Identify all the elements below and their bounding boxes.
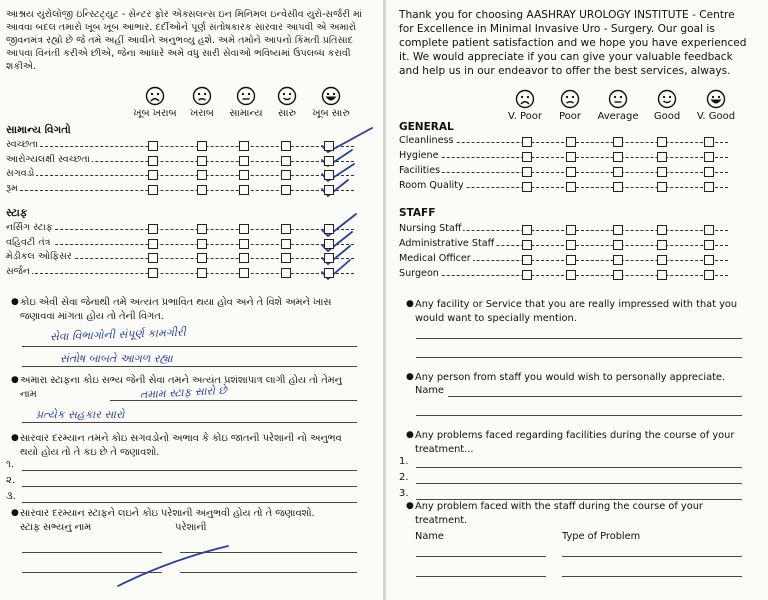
rating-checkbox[interactable] (522, 255, 532, 265)
rating-scale-english (502, 89, 742, 122)
rating-checkbox[interactable] (657, 270, 667, 280)
general-item-row (386, 150, 768, 164)
row-label: સ્વચ્છતા (6, 139, 38, 150)
staff-item-row (386, 238, 768, 252)
rating-checkbox[interactable] (657, 255, 667, 265)
rating-checkbox[interactable] (613, 167, 623, 177)
rating-label: Average (597, 111, 639, 122)
rating-checkbox[interactable] (704, 255, 714, 265)
rating-checkbox[interactable] (281, 253, 291, 263)
rating-checkbox[interactable] (657, 137, 667, 147)
rating-checkbox[interactable] (613, 152, 623, 162)
rating-checkbox[interactable] (324, 224, 334, 234)
rating-option-very-good (690, 89, 742, 122)
rating-checkbox[interactable] (197, 156, 207, 166)
bullet-icon: ● (11, 508, 19, 518)
rating-checkbox[interactable] (704, 182, 714, 192)
rating-checkbox[interactable] (281, 185, 291, 195)
rating-checkbox[interactable] (324, 185, 334, 195)
rating-checkbox[interactable] (613, 270, 623, 280)
question-text: અમારા સ્ટાફના કોઇ સભ્ય જેની સેવા તમને અત્યંત પ્રશંશાપાત્ર લાગી હોય તો તેમનુ નામ (20, 375, 342, 400)
rating-label: ખૂબ સારુ (312, 108, 350, 119)
row-label: Surgeon (399, 268, 439, 279)
rating-checkbox[interactable] (281, 141, 291, 151)
rating-checkbox[interactable] (239, 156, 249, 166)
row-label: Facilities (399, 165, 441, 176)
question-text: Any facility or Service that you are really impressed with that you would want to specially mention. (415, 299, 738, 324)
column-label-problem: Type of Problem (562, 531, 641, 542)
bullet-icon: ● (406, 372, 414, 382)
rating-checkbox[interactable] (239, 141, 249, 151)
rating-checkbox[interactable] (148, 239, 158, 249)
rating-checkbox[interactable] (566, 152, 576, 162)
rating-checkbox[interactable] (197, 170, 207, 180)
answer-line[interactable] (416, 483, 742, 484)
rating-checkbox[interactable] (566, 182, 576, 192)
very-sad-face-icon (515, 89, 535, 109)
answer-line[interactable] (416, 576, 546, 577)
question-text: સારવાર દરમ્યાન સ્ટાફને લઇને કોઇ પરેશાની અનુભવી હોય તો તે જણાવશો. (20, 508, 315, 519)
rating-checkbox[interactable] (148, 224, 158, 234)
row-label: Room Quality (399, 180, 464, 191)
rating-checkbox[interactable] (613, 240, 623, 250)
question-appreciate-staff (406, 371, 755, 385)
intro-text-gujarati: આશ્રય યુરોલોજી ઇન્સ્ટિટ્યુટ - સેન્ટર ફોર એક્સલન્સ ઇન મિનિમલ ઇન્વેસીવ યુરો-સર્જરી માં આવવા બદલ તમારો ખૂબ ખૂબ આભાર. દર્દીઓને પૂર્ણ સંતોષકારક સારવાર આપવી એ અમારો જીવનમંત્ર રહ્યો છે જે તમે અહીં આવીને અનુભવ્યુ હશે. અમે તમોને આપનો કિંમતી પ્રતિસાદ આપવા વિનંતી કરીએ છીએ, જેના આધારે અમે વધુ સારી સેવાઓ ભવિષ્યમાં ઉપલબ્ધ કરાવી શકીએ. (6, 9, 363, 72)
rating-checkbox[interactable] (148, 156, 158, 166)
question-text: Any person from staff you would wish to personally appreciate. (415, 372, 726, 383)
rating-label: Poor (558, 111, 582, 122)
question-text: Any problem faced with the staff during the course of your treatment. (415, 501, 703, 526)
dismiss-stroke (118, 546, 228, 586)
general-item-row (386, 165, 768, 179)
bullet-icon: ● (406, 299, 414, 309)
rating-checkbox[interactable] (239, 239, 249, 249)
bullet-icon: ● (11, 375, 19, 385)
rating-checkbox[interactable] (324, 156, 334, 166)
row-label: નર્સિંગ સ્ટાફ (6, 222, 53, 233)
rating-label: ખરાબ (190, 108, 214, 119)
list-number: ૩. (6, 491, 16, 502)
rating-label: V. Good (696, 111, 736, 122)
rating-checkbox[interactable] (704, 137, 714, 147)
rating-checkbox[interactable] (148, 253, 158, 263)
rating-checkbox[interactable] (324, 268, 334, 278)
row-label: વહિવટી તંત્ર (6, 236, 51, 248)
question-staff-problems (406, 500, 755, 527)
staff-item-row (386, 223, 768, 237)
smile-face-icon (657, 89, 677, 109)
row-label: Hygiene (399, 150, 439, 161)
rating-checkbox[interactable] (704, 225, 714, 235)
handwritten-answer: સેવા વિભાગોની સંપૂર્ણ કામગીરી (49, 325, 186, 344)
rating-checkbox[interactable] (239, 224, 249, 234)
rating-option-good (644, 89, 690, 122)
section-title-general: GENERAL (399, 121, 454, 133)
list-number: 1. (399, 456, 409, 467)
field-label-name: Name (415, 385, 444, 396)
rating-checkbox[interactable] (239, 170, 249, 180)
intro-text-english: Thank you for choosing AASHRAY UROLOGY INSTITUTE - Centre for Excellence in Minimal Invasive Uro - Surgery. Our goal is complete patient satisfaction and we hope you have experienced it. We would appreciate if you can give your valuable feedback and help us in our endeavor to offer the best services, always. (399, 9, 747, 77)
section-title-staff: સ્ટાફ (6, 207, 28, 219)
general-item-row (386, 180, 768, 194)
handwritten-answer: સંતોષ બાબતે આગળ રહ્યા (60, 352, 173, 365)
big-smile-face-icon (706, 89, 726, 109)
rating-checkbox[interactable] (148, 185, 158, 195)
rating-checkbox[interactable] (522, 225, 532, 235)
list-number: ૨. (6, 475, 16, 486)
staff-item-row (386, 253, 768, 267)
answer-line[interactable] (416, 357, 742, 358)
row-label: સગવડો (6, 168, 35, 179)
rating-checkbox[interactable] (566, 167, 576, 177)
answer-line[interactable] (448, 396, 742, 397)
rating-checkbox[interactable] (704, 167, 714, 177)
rating-checkbox[interactable] (566, 225, 576, 235)
rating-checkbox[interactable] (566, 270, 576, 280)
column-label-problem: પરેશાની (175, 522, 207, 533)
rating-checkbox[interactable] (566, 137, 576, 147)
rating-checkbox[interactable] (281, 156, 291, 166)
rating-checkbox[interactable] (522, 137, 532, 147)
rating-checkbox[interactable] (704, 270, 714, 280)
answer-line[interactable] (416, 415, 742, 416)
rating-checkbox[interactable] (657, 225, 667, 235)
rating-checkbox[interactable] (148, 141, 158, 151)
rating-checkbox[interactable] (566, 255, 576, 265)
bullet-icon: ● (406, 501, 414, 511)
rating-label: ખૂબ ખરાબ (133, 108, 177, 119)
handwritten-answer: પ્રત્યેક સહકાર સારો (36, 408, 125, 421)
answer-line[interactable] (416, 556, 546, 557)
answer-line[interactable] (562, 556, 742, 557)
rating-checkbox[interactable] (657, 152, 667, 162)
rating-option-average (592, 89, 644, 122)
rating-checkbox[interactable] (657, 240, 667, 250)
rating-checkbox[interactable] (324, 253, 334, 263)
handwritten-check-marks (0, 0, 383, 600)
rating-checkbox[interactable] (566, 240, 576, 250)
column-label-name: સ્ટાફ સભ્યનું નામ (20, 522, 92, 533)
question-text: Any problems faced regarding facilities during the course of your treatment... (415, 430, 735, 455)
dotted-leader (402, 275, 728, 276)
row-label: Cleanliness (399, 135, 454, 146)
english-page (386, 0, 768, 600)
rating-checkbox[interactable] (281, 224, 291, 234)
rating-checkbox[interactable] (281, 268, 291, 278)
rating-checkbox[interactable] (148, 268, 158, 278)
sad-face-icon (560, 89, 580, 109)
rating-checkbox[interactable] (197, 239, 207, 249)
handwritten-answer: તમામ સ્ટાફ સારો છે (139, 383, 228, 402)
rating-checkbox[interactable] (522, 167, 532, 177)
rating-checkbox[interactable] (239, 185, 249, 195)
rating-label: સારુ (278, 108, 296, 119)
rating-option-very-poor (502, 89, 548, 122)
rating-checkbox[interactable] (281, 239, 291, 249)
row-label: મેડીકલ ઓફિસર (6, 251, 72, 262)
rating-checkbox[interactable] (657, 167, 667, 177)
list-number: 3. (399, 488, 409, 499)
rating-label: V. Poor (508, 111, 542, 122)
list-number: ૧. (6, 459, 15, 470)
dotted-leader (402, 157, 728, 158)
staff-item-row (386, 268, 768, 282)
row-label: આરોગ્યલક્ષી સ્વચ્છતા (6, 153, 91, 165)
rating-option-poor (548, 89, 592, 122)
gujarati-page (0, 0, 383, 600)
bullet-icon: ● (406, 430, 414, 440)
neutral-face-icon (608, 89, 628, 109)
rating-checkbox[interactable] (197, 224, 207, 234)
rating-checkbox[interactable] (324, 170, 334, 180)
column-label-name: Name (415, 531, 444, 542)
rating-checkbox[interactable] (522, 152, 532, 162)
question-text: કોઇ એવી સેવા જેનાથી તમે અત્યંત પ્રભાવિત થયા હોવ અને તે વિશે અમને ખાસ જણાવવા માંગતા હોય તો તેની વિગત. (20, 297, 332, 322)
question-text: સારવાર દરમ્યાન તમને કોઇ સગવડોનો અભાવ કે કોઇ જાતની પરેશાની નો અનુભવ થયો હોય તો તે કઇ છે તે જણાવશો. (20, 433, 342, 458)
rating-checkbox[interactable] (657, 182, 667, 192)
rating-checkbox[interactable] (704, 152, 714, 162)
rating-checkbox[interactable] (148, 170, 158, 180)
rating-checkbox[interactable] (324, 141, 334, 151)
rating-checkbox[interactable] (613, 137, 623, 147)
question-impressed-service (406, 298, 755, 325)
rating-checkbox[interactable] (522, 270, 532, 280)
rating-checkbox[interactable] (522, 240, 532, 250)
rating-checkbox[interactable] (522, 182, 532, 192)
section-title-staff: STAFF (399, 207, 436, 219)
rating-checkbox[interactable] (613, 225, 623, 235)
rating-checkbox[interactable] (324, 239, 334, 249)
rating-checkbox[interactable] (239, 268, 249, 278)
answer-line[interactable] (416, 467, 742, 468)
row-label: Administrative Staff (399, 238, 495, 249)
rating-checkbox[interactable] (704, 240, 714, 250)
answer-line[interactable] (562, 576, 742, 577)
bullet-icon: ● (11, 297, 19, 307)
list-number: 2. (399, 472, 409, 483)
row-label: Medical Officer (399, 253, 471, 264)
rating-checkbox[interactable] (197, 268, 207, 278)
rating-checkbox[interactable] (239, 253, 249, 263)
answer-line[interactable] (416, 338, 742, 339)
bullet-icon: ● (11, 433, 19, 443)
rating-label: Good (653, 111, 681, 122)
rating-checkbox[interactable] (197, 141, 207, 151)
section-title-general: સામાન્ય વિગતો (6, 124, 71, 136)
row-label: સર્જન (6, 265, 30, 277)
dotted-leader (402, 172, 728, 173)
rating-checkbox[interactable] (613, 255, 623, 265)
rating-checkbox[interactable] (281, 170, 291, 180)
row-label: રૂમ (6, 182, 18, 194)
rating-label: સામાન્ય (229, 108, 263, 119)
rating-checkbox[interactable] (197, 253, 207, 263)
question-facility-problems (406, 429, 755, 456)
general-item-row (386, 135, 768, 149)
row-label: Nursing Staff (399, 223, 462, 234)
rating-checkbox[interactable] (613, 182, 623, 192)
rating-checkbox[interactable] (197, 185, 207, 195)
